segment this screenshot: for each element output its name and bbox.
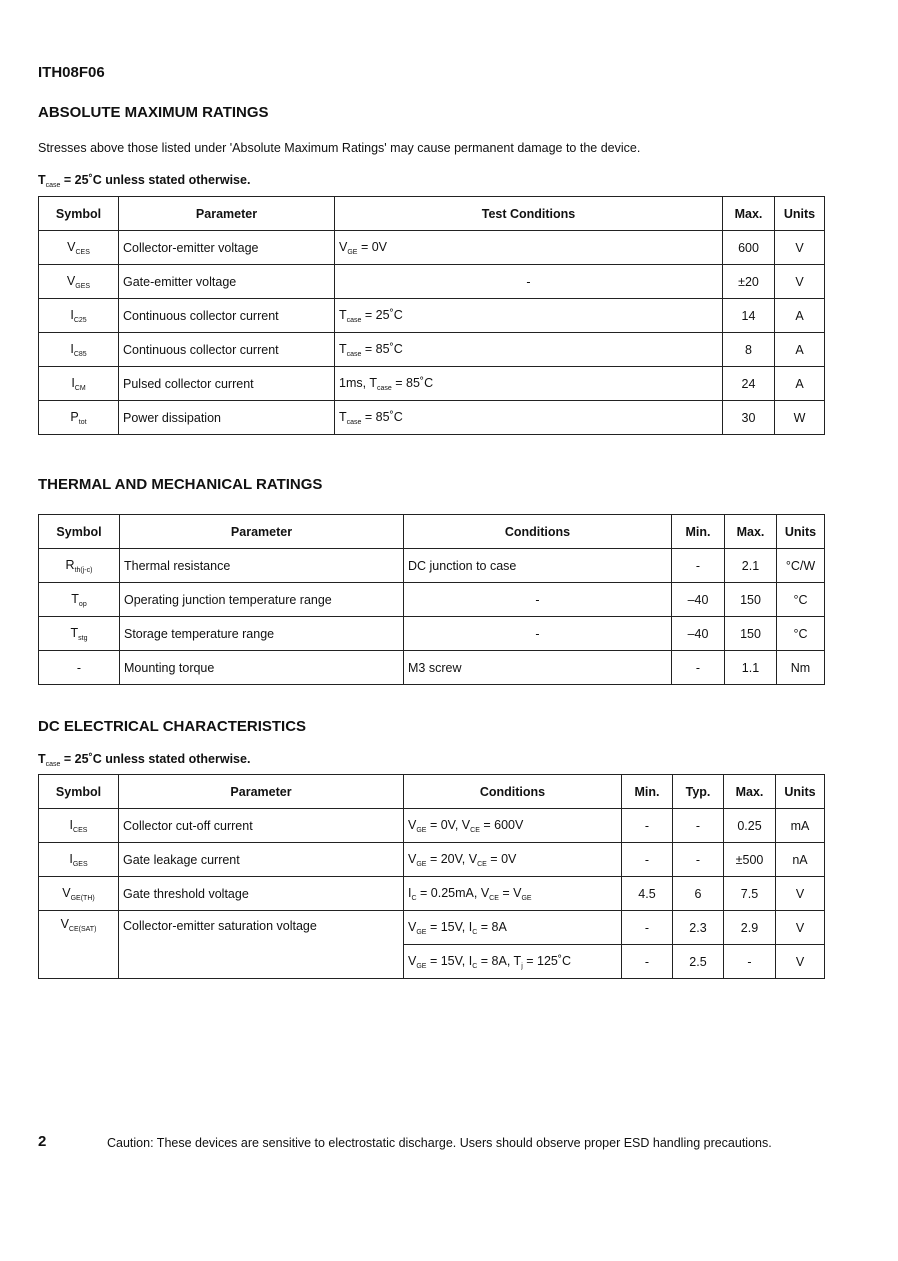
- symbol-cell: [39, 333, 119, 367]
- min-cell: –40: [672, 617, 725, 651]
- typ-cell: 2.3: [673, 911, 724, 945]
- symbol-subscript: C25: [73, 316, 87, 324]
- header-max: Max.: [725, 515, 777, 549]
- unit-cell: V: [776, 945, 825, 979]
- max-cell: 1.1: [725, 651, 777, 685]
- page-number: 2: [38, 1133, 47, 1150]
- symbol-subscript: th(j-c): [74, 566, 93, 574]
- thermal-table: [38, 514, 825, 685]
- thermal-heading: THERMAL AND MECHANICAL RATINGS: [38, 476, 323, 493]
- symbol: T: [70, 625, 79, 640]
- header-max: Max.: [724, 775, 776, 809]
- symbol-subscript: tot: [78, 418, 87, 426]
- max-cell: 8: [723, 333, 775, 367]
- symbol-cell: [39, 401, 119, 435]
- parameter-cell: Storage temperature range: [120, 617, 404, 651]
- parameter-cell: Thermal resistance: [120, 549, 404, 583]
- min-cell: 4.5: [622, 877, 673, 911]
- unit-cell: A: [775, 367, 825, 401]
- abs-max-heading: ABSOLUTE MAXIMUM RATINGS: [38, 104, 269, 121]
- max-cell: 600: [723, 231, 775, 265]
- table-row: [39, 651, 825, 685]
- table-row: [39, 809, 825, 843]
- min-cell: -: [622, 843, 673, 877]
- max-cell: 0.25: [724, 809, 776, 843]
- symbol-cell: [39, 265, 119, 299]
- table-row: [39, 401, 825, 435]
- symbol-cell: [39, 231, 119, 265]
- unit-cell: Nm: [777, 651, 825, 685]
- symbol: T: [71, 591, 79, 606]
- symbol-cell: [39, 617, 120, 651]
- symbol: I: [71, 375, 75, 390]
- symbol-cell: [39, 809, 119, 843]
- symbol: R: [65, 557, 75, 572]
- dc-table: [38, 774, 825, 979]
- max-cell: 2.1: [725, 549, 777, 583]
- header-units: Units: [777, 515, 825, 549]
- unit-cell: V: [776, 877, 825, 911]
- typ-cell: 6: [673, 877, 724, 911]
- header-symbol: Symbol: [39, 197, 119, 231]
- table-row: [39, 231, 825, 265]
- header-parameter: Parameter: [119, 197, 335, 231]
- table-row: [39, 877, 825, 911]
- table-row: [39, 265, 825, 299]
- typ-cell: -: [673, 809, 724, 843]
- parameter-cell: Operating junction temperature range: [120, 583, 404, 617]
- header-test-conditions: Test Conditions: [335, 197, 723, 231]
- symbol-subscript: stg: [78, 634, 88, 642]
- max-cell: 14: [723, 299, 775, 333]
- header-parameter: Parameter: [119, 775, 404, 809]
- table-row: [39, 843, 825, 877]
- parameter-cell: Continuous collector current: [119, 333, 335, 367]
- condition-cell: -: [404, 583, 672, 617]
- symbol-subscript: CM: [74, 384, 86, 392]
- min-cell: -: [672, 549, 725, 583]
- condition-cell: $T_{case}$ = 25˚C: [335, 299, 723, 333]
- parameter-cell: Mounting torque: [120, 651, 404, 685]
- unit-cell: °C/W: [777, 549, 825, 583]
- max-cell: -: [724, 945, 776, 979]
- table-row: [39, 911, 825, 945]
- table-row: [39, 617, 825, 651]
- symbol-cell: [39, 367, 119, 401]
- symbol-cell: [39, 877, 119, 911]
- unit-cell: mA: [776, 809, 825, 843]
- symbol-cell: [39, 549, 120, 583]
- header-min: Min.: [622, 775, 673, 809]
- parameter-cell: Collector-emitter saturation voltage: [119, 911, 404, 979]
- parameter-cell: Gate-emitter voltage: [119, 265, 335, 299]
- header-units: Units: [775, 197, 825, 231]
- parameter-cell: Continuous collector current: [119, 299, 335, 333]
- max-cell: 24: [723, 367, 775, 401]
- condition-cell: $V_{GE} = 20V$, $V_{CE} = 0V$: [404, 843, 622, 877]
- unit-cell: V: [775, 265, 825, 299]
- symbol-subscript: CES: [75, 248, 90, 256]
- symbol-subscript: GES: [75, 282, 91, 290]
- dc-condition: $T_{case}$ = 25˚C unless stated otherwise.: [38, 752, 251, 768]
- symbol-subscript: CE(SAT): [68, 926, 97, 933]
- abs-max-condition: $T_{case}$ = 25˚C unless stated otherwise.: [38, 173, 251, 189]
- parameter-cell: Pulsed collector current: [119, 367, 335, 401]
- unit-cell: nA: [776, 843, 825, 877]
- unit-cell: V: [775, 231, 825, 265]
- symbol: I: [69, 851, 73, 866]
- parameter-cell: Power dissipation: [119, 401, 335, 435]
- header-symbol: Symbol: [39, 775, 119, 809]
- condition-cell: 1ms, $T_{case}$ = 85˚C: [335, 367, 723, 401]
- header-units: Units: [776, 775, 825, 809]
- esd-caution: Caution: These devices are sensitive to electrostatic discharge. Users should observe proper ESD handling precautions.: [107, 1136, 772, 1150]
- symbol: V: [67, 239, 76, 254]
- unit-cell: A: [775, 333, 825, 367]
- max-cell: ±500: [724, 843, 776, 877]
- header-parameter: Parameter: [120, 515, 404, 549]
- symbol-subscript: GES: [72, 860, 88, 868]
- symbol: I: [69, 817, 74, 832]
- min-cell: -: [672, 651, 725, 685]
- table-row: [39, 367, 825, 401]
- parameter-cell: Gate leakage current: [119, 843, 404, 877]
- header-min: Min.: [672, 515, 725, 549]
- symbol: V: [62, 885, 71, 900]
- min-cell: -: [622, 809, 673, 843]
- condition-cell: $I_C = 0.25mA$, $V_{CE} = V_{GE}$: [404, 877, 622, 911]
- symbol: P: [70, 409, 79, 424]
- max-cell: 7.5: [724, 877, 776, 911]
- header-typ: Typ.: [673, 775, 724, 809]
- unit-cell: °C: [777, 617, 825, 651]
- condition-cell: $V_{GE} = 0V$, $V_{CE} = 600V$: [404, 809, 622, 843]
- condition-cell: $V_{GE} = 15V$, $I_C = 8A$: [404, 911, 622, 945]
- dc-heading: DC ELECTRICAL CHARACTERISTICS: [38, 718, 307, 735]
- symbol-cell: [39, 843, 119, 877]
- condition-cell: -: [404, 617, 672, 651]
- symbol-subscript: op: [78, 600, 87, 608]
- max-cell: 30: [723, 401, 775, 435]
- unit-cell: V: [776, 911, 825, 945]
- min-cell: –40: [672, 583, 725, 617]
- table-row: [39, 583, 825, 617]
- condition-cell: $T_{case}$ = 85˚C: [335, 401, 723, 435]
- condition-cell: DC junction to case: [404, 549, 672, 583]
- condition-cell: -: [335, 265, 723, 299]
- condition-cell: $V_{GE} = 0V$: [335, 231, 723, 265]
- symbol: -: [76, 660, 82, 675]
- symbol-subscript: GE(TH): [70, 894, 95, 902]
- symbol-subscript: CES: [73, 826, 88, 834]
- unit-cell: W: [775, 401, 825, 435]
- table-row: [39, 333, 825, 367]
- symbol-subscript: C85: [73, 350, 87, 358]
- typ-cell: -: [673, 843, 724, 877]
- min-cell: -: [622, 945, 673, 979]
- abs-max-table: [38, 196, 825, 435]
- table-row: [39, 549, 825, 583]
- parameter-cell: Collector-emitter voltage: [119, 231, 335, 265]
- symbol: I: [70, 341, 74, 356]
- symbol-cell: [39, 911, 119, 979]
- abs-max-note: Stresses above those listed under 'Absolute Maximum Ratings' may cause permanent damage to the device.: [38, 141, 641, 155]
- table-row: [39, 299, 825, 333]
- max-cell: 150: [725, 617, 777, 651]
- max-cell: 150: [725, 583, 777, 617]
- header-max: Max.: [723, 197, 775, 231]
- max-cell: 2.9: [724, 911, 776, 945]
- parameter-cell: Collector cut-off current: [119, 809, 404, 843]
- header-symbol: Symbol: [39, 515, 120, 549]
- symbol: V: [66, 273, 76, 288]
- typ-cell: 2.5: [673, 945, 724, 979]
- condition-cell: $V_{GE} = 15V$, $I_C = 8A$, $T_j$ = 125˚C: [404, 945, 622, 979]
- header-conditions: Conditions: [404, 775, 622, 809]
- min-cell: -: [622, 911, 673, 945]
- max-cell: ±20: [723, 265, 775, 299]
- parameter-cell: Gate threshold voltage: [119, 877, 404, 911]
- symbol: V: [60, 917, 69, 931]
- condition-cell: $T_{case}$ = 85˚C: [335, 333, 723, 367]
- part-number: ITH08F06: [38, 64, 105, 81]
- condition-cell: M3 screw: [404, 651, 672, 685]
- header-conditions: Conditions: [404, 515, 672, 549]
- unit-cell: °C: [777, 583, 825, 617]
- symbol-cell: [39, 583, 120, 617]
- symbol-cell: [39, 651, 120, 685]
- unit-cell: A: [775, 299, 825, 333]
- symbol-cell: [39, 299, 119, 333]
- symbol: I: [70, 307, 74, 322]
